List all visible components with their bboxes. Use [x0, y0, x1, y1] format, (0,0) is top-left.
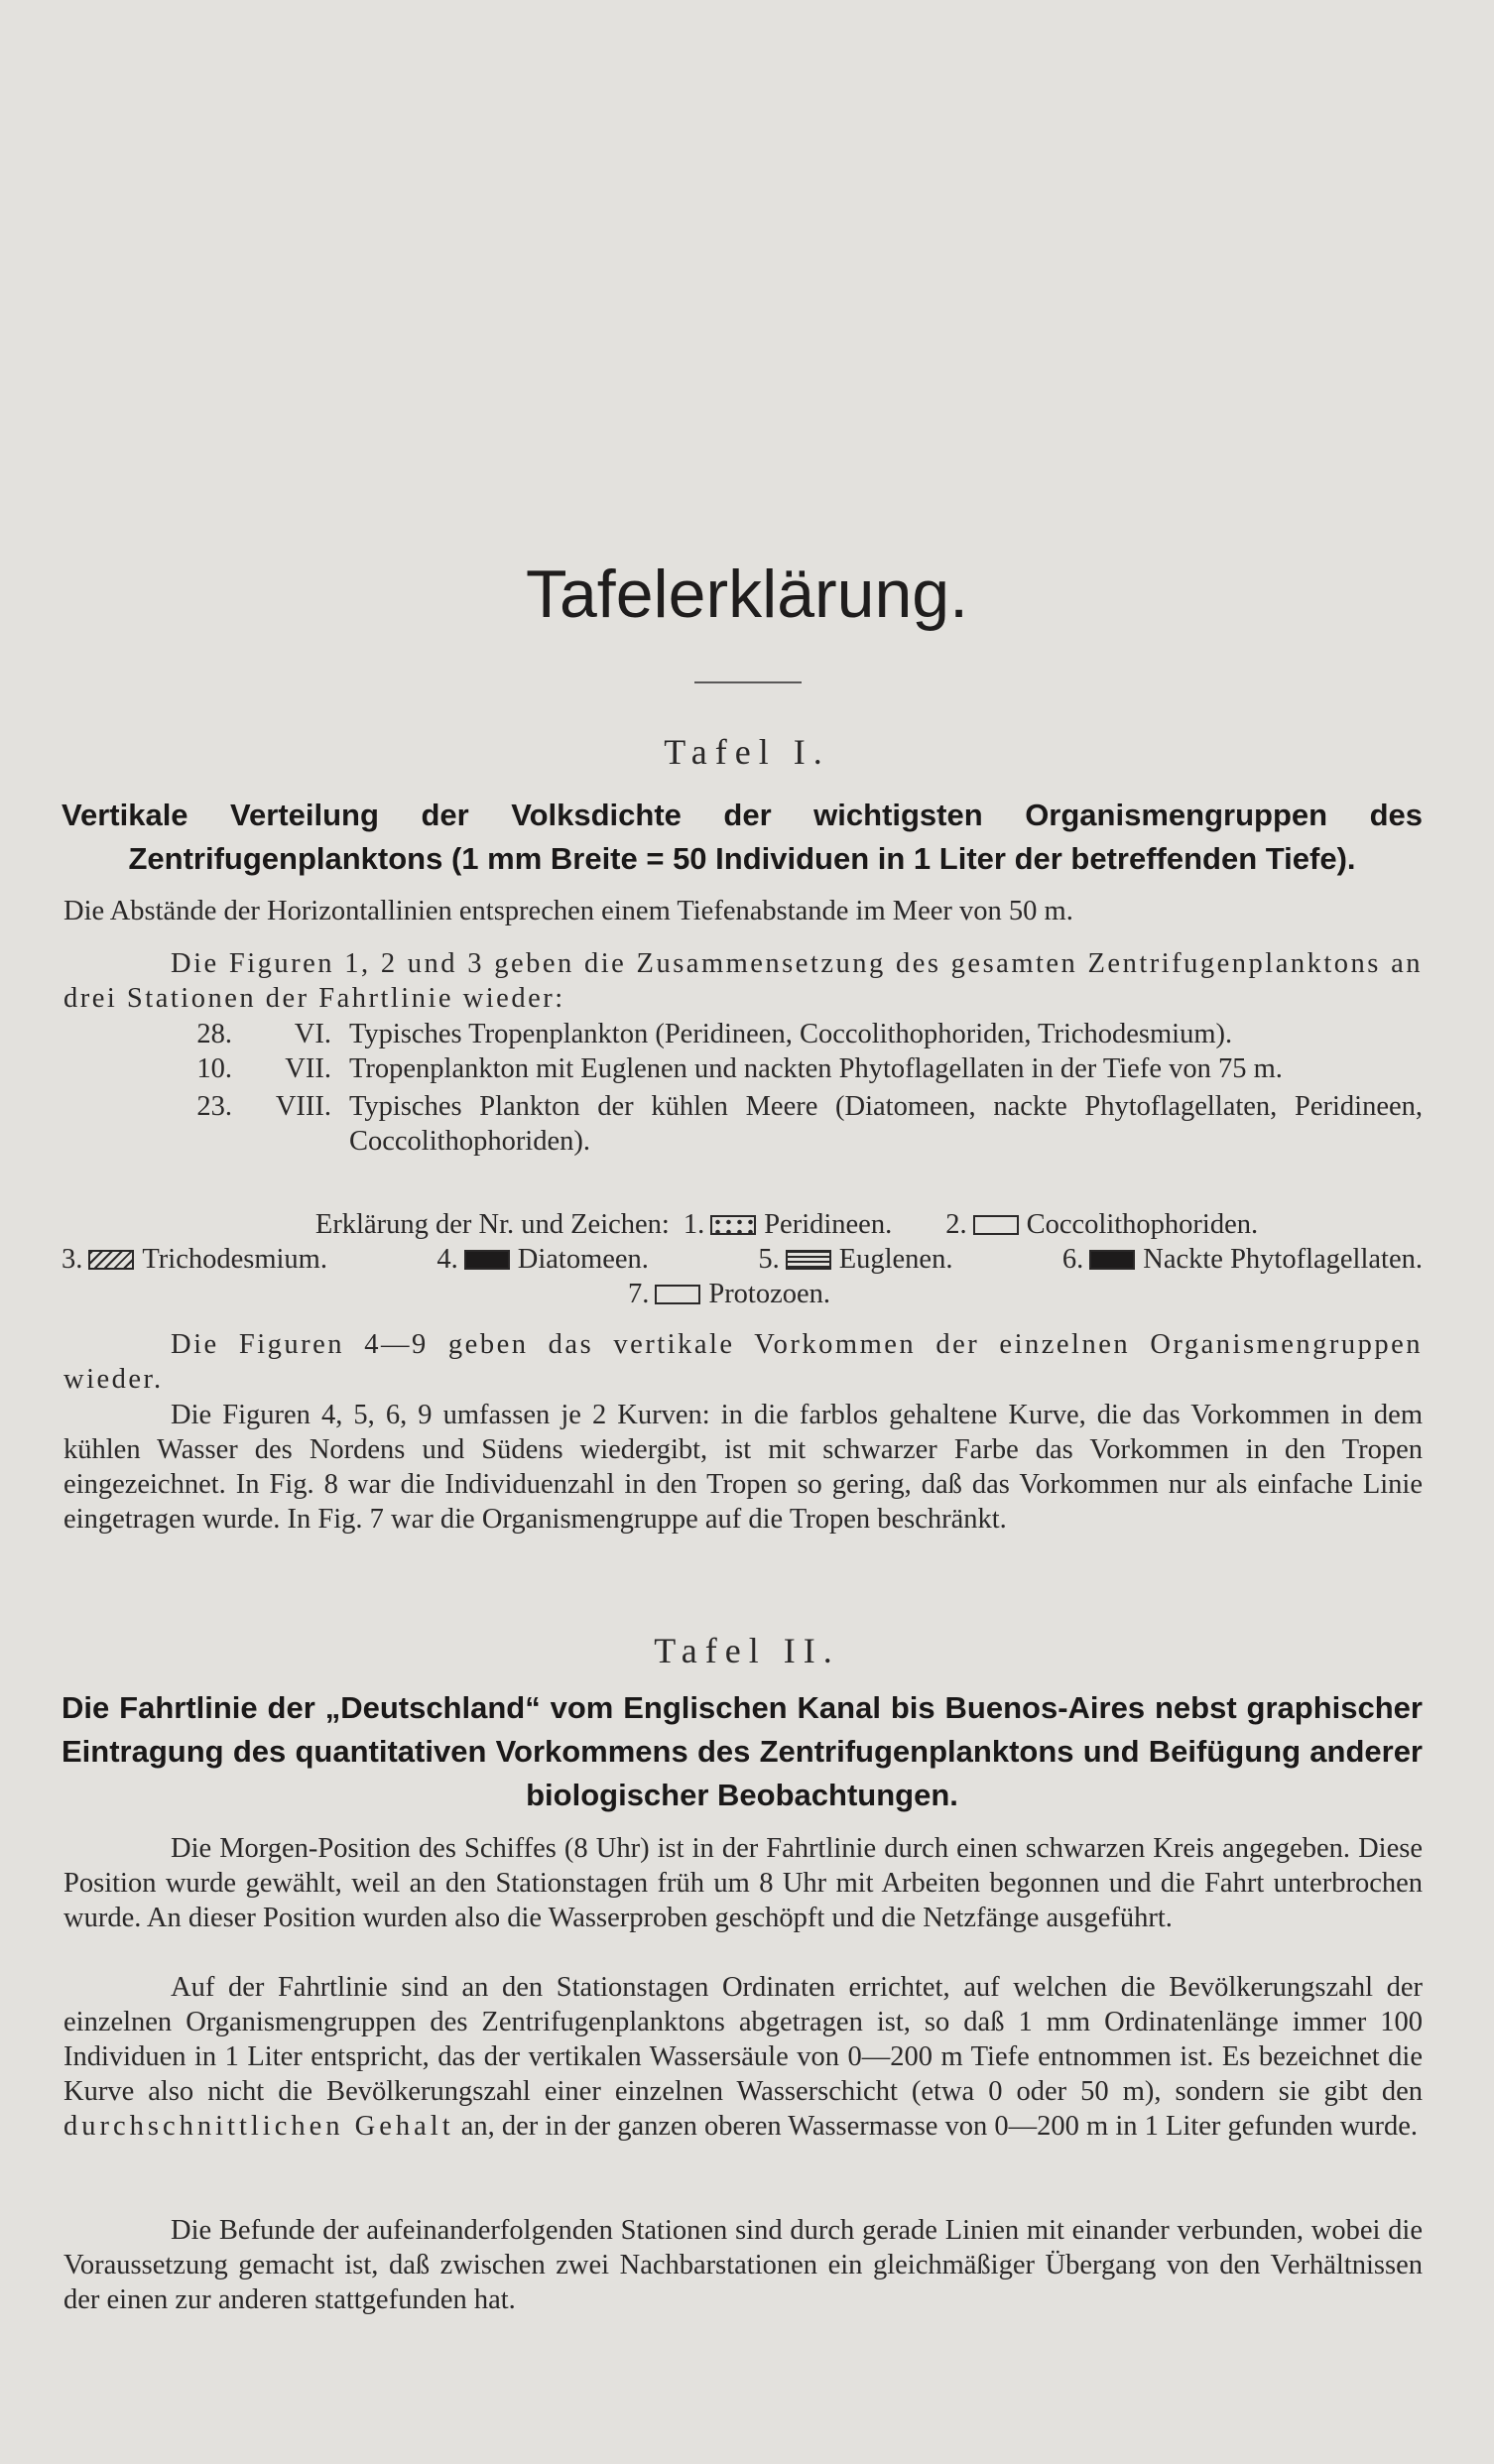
- tafel-1-paragraph-2: Die Figuren 1, 2 und 3 geben die Zusammensetzung des gesamten Zentrifugenplanktons an drei Stationen der Fahrtlinie wieder:: [63, 948, 1423, 1014]
- legend-item-nackte-phytoflagellaten: [1062, 1242, 1423, 1277]
- dotted-box-icon: [710, 1215, 756, 1235]
- legend-item-diatomeen: [436, 1242, 649, 1277]
- legend-line-1: [63, 1207, 1423, 1242]
- station-description: Typisches Tropenplankton (Peridineen, Coccolithophoriden, Trichodesmium).: [349, 1019, 1233, 1049]
- legend-number: 3.: [62, 1244, 83, 1275]
- station-number: 23.: [196, 1091, 232, 1122]
- tafel-2-paragraph-2: [63, 1970, 1423, 2144]
- tafel-1-heading: Vertikale Verteilung der Volksdichte der wichtigsten Organismengruppen des Zentrifugenplanktons (1 mm Breite = 50 Individuen in 1 Liter der betreffenden Tiefe).: [62, 798, 1423, 876]
- station-row: [63, 1017, 1423, 1051]
- emphasized-text: durchschnittlichen Gehalt: [63, 2111, 454, 2142]
- legend-item-coccolithophoriden: [945, 1207, 1258, 1242]
- station-row: [63, 1051, 1423, 1086]
- tafel-2-paragraph-2-text: Auf der Fahrtlinie sind an den Stationstagen Ordinaten errichtet, auf welchen die Bevölkerungszahl der einzelnen Organismengruppen des Zentrifugenplanktons abgetragen ist, so daß 1 mm Ordinatenlänge immer 100 Individuen in 1 Liter entspricht, das der vertikalen Wassersäule von 0—200 m Tiefe entnommen ist. Es bezeichnet die Kurve also nicht die Bevölkerungszahl einer einzelnen Wasserschicht (etwa 0 oder 50 m), sondern sie gibt den: [63, 1972, 1423, 2107]
- legend-label: Nackte Phytoflagellaten.: [1143, 1244, 1423, 1275]
- station-number: 28.: [196, 1019, 232, 1049]
- tafel-2-label: Tafel II.: [654, 1631, 840, 1670]
- legend-number: 5.: [758, 1244, 780, 1275]
- legend-line-3: [63, 1277, 1423, 1311]
- empty-box-icon: [655, 1285, 700, 1304]
- station-number: 10.: [196, 1053, 232, 1084]
- legend-line-2: [63, 1242, 1423, 1277]
- legend-number: 2.: [945, 1209, 967, 1240]
- lined-box-icon: [786, 1250, 831, 1270]
- station-row: [63, 1089, 1423, 1159]
- symbol-legend: [63, 1207, 1423, 1311]
- figure-numeral: VII.: [285, 1053, 331, 1084]
- tafel-1-label: Tafel I.: [664, 732, 830, 772]
- legend-label: Coccolithophoriden.: [1026, 1209, 1259, 1240]
- figure-numeral: VIII.: [275, 1091, 331, 1122]
- tafel-1-paragraph-4: Die Figuren 4, 5, 6, 9 umfassen je 2 Kurven: in die farblos gehaltene Kurve, die das Vorkommen in dem kühlen Wasser des Nordens und Südens wiedergibt, ist mit schwarzer Farbe das Vorkommen in den Tropen eingezeichnet. In Fig. 8 war die Individuenzahl in den Tropen so gering, daß das Vorkommen nur als einfache Linie eingetragen wurde. In Fig. 7 war die Organismengruppe auf die Tropen beschränkt.: [63, 1400, 1423, 1535]
- title-divider: [694, 681, 802, 683]
- legend-number: 4.: [436, 1244, 458, 1275]
- legend-label: Peridineen.: [764, 1209, 893, 1240]
- legend-item-trichodesmium: [62, 1242, 327, 1277]
- tafel-2-paragraph-1: Die Morgen-Position des Schiffes (8 Uhr) ist in der Fahrtlinie durch einen schwarzen Kreis angegeben. Diese Position wurde gewählt, weil an den Stationstagen früh um 8 Uhr mit Arbeiten begonnen und die Fahrt unterbrochen wurde. An dieser Position wurden also die Wasserproben geschöpft und die Netzfänge ausgeführt.: [63, 1833, 1423, 1933]
- legend-label: Trichodesmium.: [142, 1244, 327, 1275]
- legend-number: 6.: [1061, 1244, 1084, 1275]
- empty-box-icon: [973, 1215, 1019, 1235]
- legend-label: Protozoen.: [708, 1279, 831, 1309]
- tafel-2-heading: Die Fahrtlinie der „Deutschland“ vom Englischen Kanal bis Buenos-Aires nebst graphischer Eintragung des quantitativen Vorkommens des Zentrifugenplanktons und Beifügung anderer biologischer Beobachtungen.: [62, 1690, 1423, 1812]
- legend-item-euglenen: [758, 1242, 952, 1277]
- legend-item-protozoen: [628, 1277, 830, 1311]
- legend-intro: Erklärung der Nr. und Zeichen:: [314, 1209, 670, 1240]
- legend-number: 1.: [683, 1209, 705, 1240]
- filled-box-icon: [464, 1250, 510, 1270]
- station-description: Tropenplankton mit Euglenen und nackten Phytoflagellaten in der Tiefe von 75 m.: [349, 1053, 1283, 1084]
- tafel-2-paragraph-2-end: an, der in der ganzen oberen Wassermasse von 0—200 m in 1 Liter gefunden wurde.: [453, 2111, 1419, 2142]
- station-description: Typisches Plankton der kühlen Meere (Diatomeen, nackte Phytoflagellaten, Peridineen, Coccolithophoriden).: [349, 1091, 1423, 1157]
- legend-label: Euglenen.: [838, 1244, 953, 1275]
- hatched-box-icon: [88, 1250, 134, 1270]
- figure-numeral: VI.: [294, 1019, 331, 1049]
- legend-number: 7.: [627, 1279, 650, 1309]
- station-list: [63, 1017, 1423, 1159]
- legend-label: Diatomeen.: [517, 1244, 649, 1275]
- filled-box-icon: [1089, 1250, 1135, 1270]
- page-title: Tafelerklärung.: [525, 556, 969, 632]
- tafel-1-paragraph-3: Die Figuren 4—9 geben das vertikale Vorkommen der einzelnen Organismengruppen wieder.: [63, 1329, 1423, 1395]
- tafel-2-paragraph-3: Die Befunde der aufeinanderfolgenden Stationen sind durch gerade Linien mit einander verbunden, wobei die Voraussetzung gemacht ist, daß zwischen zwei Nachbarstationen ein gleichmäßiger Übergang von den Verhältnissen der einen zur anderen stattgefunden hat.: [63, 2215, 1423, 2315]
- tafel-1-paragraph-1: Die Abstände der Horizontallinien entsprechen einem Tiefenabstande im Meer von 50 m.: [63, 896, 1073, 926]
- legend-item-peridineen: [684, 1207, 892, 1242]
